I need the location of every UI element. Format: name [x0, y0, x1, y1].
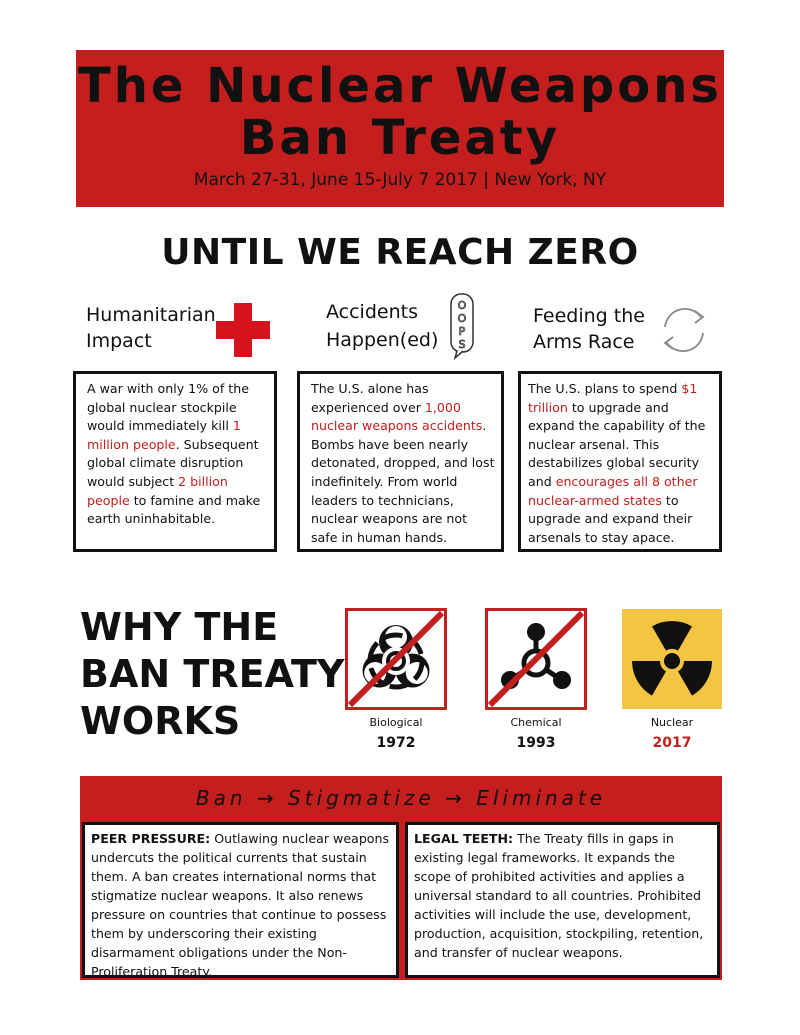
legal-teeth-text: The Treaty fills in gaps in existing legal frameworks. It expands the scope of prohibited activities and applies a universal standard to all countries. Prohibited activities will include the use, development, production, acquisition, stockpiling, retention, and transfer of nuclear weapons. [414, 831, 704, 960]
title-banner [76, 50, 724, 207]
chemical-banned-icon [485, 608, 587, 710]
column-title-line: Arms Race [533, 331, 635, 353]
body-text: to famine and make earth uninhabitable. [87, 492, 261, 527]
column-title-line: Feeding the [533, 305, 645, 327]
treaty-year-nuclear: 2017 [652, 735, 692, 751]
svg-text:O: O [457, 312, 467, 325]
column-title-accidents [326, 298, 438, 354]
peer-pressure-box [82, 822, 399, 978]
column-title-line: Happen(ed) [326, 329, 439, 351]
body-text: to upgrade and expand their arsenals to stay apace. [528, 492, 693, 545]
section-heading-reach-zero: UNTIL WE REACH ZERO [161, 232, 639, 273]
column-title-line: Impact [86, 330, 152, 352]
cycle-arrows-icon [655, 303, 713, 357]
highlight-text: 1 million people [87, 418, 241, 452]
body-text: . Bombs have been nearly detonated, dropped, and lost indefinitely. From world leaders to technicians, nuclear weapons are not safe in human hands. [311, 418, 495, 545]
highlight-text: 2 billion people [87, 473, 228, 508]
peer-pressure-text: Outlawing nuclear weapons undercuts the political currents that sustain them. A ban creates international norms that stigmatize nuclear weapons. It also renews pressure on countries that continue to possess them by underscoring their existing disarmament obligations under the Non-Proliferation Treaty. [91, 831, 390, 979]
body-text: A war with only 1% of the global nuclear stockpile would immediately kill [87, 381, 249, 434]
highlight-text: $1 trillion [528, 381, 698, 415]
body-text: The U.S. plans to spend [528, 381, 682, 396]
biohazard-banned-icon [345, 608, 447, 710]
highlight-text: encourages all 8 other nuclear-armed states [528, 473, 698, 508]
page-title [76, 50, 724, 164]
section-heading-why [80, 604, 344, 745]
legal-teeth-box [405, 822, 720, 978]
treaty-label-chemical: Chemical [510, 716, 562, 729]
page-title-line1: The Nuclear Weapons [77, 58, 722, 114]
red-cross-icon [216, 303, 270, 357]
ban-stigmatize-eliminate-banner: Ban → Stigmatize → Eliminate [80, 776, 722, 820]
body-text: to upgrade and expand the capability of the nuclear arsenal. This destabilizes global security and [528, 399, 706, 489]
column-title-arms-race [533, 303, 645, 355]
column-title-line: Accidents [326, 301, 418, 323]
radiation-icon [622, 609, 722, 709]
highlight-text: 1,000 nuclear weapons accidents [311, 399, 483, 434]
oops-icon [449, 292, 475, 360]
body-text: . Subsequent global climate disruption would subject [87, 436, 259, 489]
treaty-year-chemical: 1993 [516, 735, 556, 751]
treaty-year-biological: 1972 [376, 735, 416, 751]
column-title-line: Humanitarian [86, 304, 216, 326]
event-dates: March 27-31, June 15-July 7 2017 | New York, NY [193, 170, 607, 190]
page-title-line2: Ban Treaty [239, 110, 561, 166]
bottom-panel [80, 820, 722, 980]
svg-text:O: O [457, 299, 467, 312]
heading-line: WHY THE [80, 605, 279, 649]
humanitarian-impact-box [73, 371, 277, 552]
heading-line: BAN TREATY [80, 652, 345, 696]
legal-teeth-title: LEGAL TEETH: [414, 831, 514, 846]
accidents-box [297, 371, 504, 552]
peer-pressure-title: PEER PRESSURE: [91, 831, 211, 846]
heading-line: WORKS [80, 699, 241, 743]
column-title-humanitarian [86, 302, 216, 354]
treaty-label-nuclear: Nuclear [650, 716, 694, 729]
body-text: The U.S. alone has experienced over [311, 381, 429, 415]
svg-text:S: S [458, 338, 466, 351]
svg-text:P: P [458, 325, 466, 338]
treaty-label-biological: Biological [369, 716, 423, 729]
arms-race-box [518, 371, 722, 552]
